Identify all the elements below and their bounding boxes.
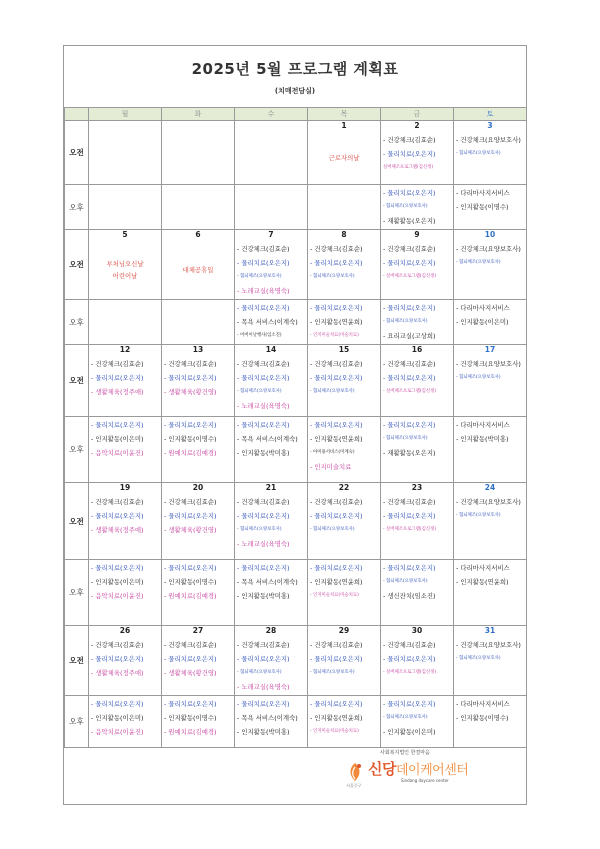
program-item: - 생활체육(정주애) xyxy=(91,669,144,677)
date-row xyxy=(65,345,527,357)
program-item: - 물리치료(오은지) xyxy=(383,421,436,429)
pm-cell-fri xyxy=(381,185,454,230)
am-cell-tue xyxy=(162,494,235,560)
pm-cell-sat xyxy=(454,560,527,626)
date-cell-tue: 6 xyxy=(162,230,235,242)
pm-row xyxy=(65,560,527,626)
program-item: - 목욕 서비스(이계숙) xyxy=(237,714,298,722)
program-item: - 건강체크(김효순) xyxy=(164,498,217,506)
am-cell-wed xyxy=(235,637,308,696)
pm-cell-thu xyxy=(308,417,381,483)
am-cell-thu xyxy=(308,241,381,300)
date-cell-wed: 7 xyxy=(235,230,308,242)
program-item: - 물리치료(오은지) xyxy=(91,564,144,572)
program-item: - 실버체조프로그램(김신정) xyxy=(383,670,437,675)
program-item: - 아미용서비스(미계숙) xyxy=(310,450,355,455)
am-cell-thu xyxy=(308,637,381,696)
date-cell-wed: 28 xyxy=(235,626,308,638)
program-item: - 물리치료(오은지) xyxy=(383,512,436,520)
am-cell-fri xyxy=(381,132,454,185)
day-header-thu: 목 xyxy=(308,108,381,121)
program-item: - 건강체크(김효순) xyxy=(310,360,363,368)
weeks-body xyxy=(65,121,527,811)
program-item: - 물리치료(오은지) xyxy=(91,655,144,663)
pm-cell-fri xyxy=(381,696,454,748)
pm-cell-wed xyxy=(235,417,308,483)
date-cell-sat: 31 xyxy=(454,626,527,638)
holiday-label: 대체공휴일 xyxy=(182,266,214,274)
pm-cell-thu xyxy=(308,696,381,748)
program-item: - 협뇌체조(요양보호사) xyxy=(237,670,282,675)
program-item: - 물리치료(오은지) xyxy=(91,700,144,708)
pm-row xyxy=(65,417,527,483)
pm-cell-mon xyxy=(89,560,162,626)
program-item: - 노래교실(육명숙) xyxy=(237,287,290,295)
pm-label: 오후 xyxy=(65,185,89,230)
am-cell-wed xyxy=(235,356,308,417)
am-cell-tue xyxy=(162,637,235,696)
pm-cell-mon xyxy=(89,696,162,748)
program-item: - 물리치료(오은지) xyxy=(310,564,363,572)
program-item: - 건강체크(김효순) xyxy=(310,498,363,506)
am-cell-tue xyxy=(162,356,235,417)
am-cell-wed xyxy=(235,494,308,560)
program-item: - 다리마사지서비스 xyxy=(456,564,510,572)
program-item: - 협뇌체조(요양보호사) xyxy=(310,670,355,675)
pm-cell-tue xyxy=(162,417,235,483)
program-item: - 물리치료(오은지) xyxy=(383,304,436,312)
program-item: - 노래교실(육명숙) xyxy=(237,540,290,548)
date-cell-fri: 16 xyxy=(381,345,454,357)
pm-cell-fri xyxy=(381,300,454,345)
program-item: - 재활활동(오은지) xyxy=(383,217,436,225)
program-item: - 건강체크(김효순) xyxy=(237,498,290,506)
program-item: - 인지미술치료(미술치료) xyxy=(310,593,359,598)
date-cell-tue: 20 xyxy=(162,483,235,495)
holiday-label: 근로자의날 xyxy=(328,154,360,162)
am-cell-mon xyxy=(89,494,162,560)
date-cell-fri: 2 xyxy=(381,121,454,133)
program-item: - 인지활동(이은미) xyxy=(91,578,144,586)
program-item: - 인지활동(이은미) xyxy=(456,318,509,326)
program-item: - 협뇌체조(요양보호사) xyxy=(456,151,501,156)
center-logo xyxy=(346,749,496,789)
pm-label: 오후 xyxy=(65,696,89,748)
pm-cell-tue xyxy=(162,696,235,748)
am-label: 오전 xyxy=(65,121,89,185)
am-cell-sat xyxy=(454,241,527,300)
date-cell-thu: 29 xyxy=(308,626,381,638)
date-cell-mon: 12 xyxy=(89,345,162,357)
holiday-label: 어린이날 xyxy=(112,272,138,280)
program-item: - 물리치료(오은지) xyxy=(383,700,436,708)
pm-cell-mon xyxy=(89,417,162,483)
logo-name-a: 신당 xyxy=(368,760,396,778)
program-item: - 인지활동(이명수) xyxy=(164,714,217,722)
pm-cell-sat xyxy=(454,417,527,483)
pm-cell-sat xyxy=(454,696,527,748)
am-row xyxy=(65,241,527,300)
program-item: - 물리치료(오은지) xyxy=(91,421,144,429)
program-item: - 요리교실(고상희) xyxy=(383,332,436,340)
am-label: 오전 xyxy=(65,626,89,696)
logo-foundation: 사회복지법인 한결마음 xyxy=(380,750,430,756)
pm-cell-wed xyxy=(235,185,308,230)
program-item: - 물리치료(오은지) xyxy=(310,304,363,312)
program-item: - 목욕 서비스(이계숙) xyxy=(237,578,298,586)
program-item: - 협뇌체조(요양보호사) xyxy=(237,527,282,532)
date-cell-wed: 21 xyxy=(235,483,308,495)
program-item: - 실버체조프로그램(김신정) xyxy=(383,527,437,532)
program-item: - 인지활동(연윤희) xyxy=(310,578,363,586)
program-item: - 생신잔치(임소진) xyxy=(383,592,436,600)
program-item: - 건강체크(요양보호사) xyxy=(456,245,521,253)
program-item: - 물리치료(오은지) xyxy=(164,374,217,382)
program-item: - 협뇌체조(요양보호사) xyxy=(456,375,501,380)
date-cell-sat: 17 xyxy=(454,345,527,357)
program-item: - 물리치료(오은지) xyxy=(237,421,290,429)
program-item: - 건강체크(김효순) xyxy=(383,245,436,253)
date-cell-wed xyxy=(235,121,308,133)
am-cell-fri xyxy=(381,494,454,560)
pm-label: 오후 xyxy=(65,417,89,483)
date-cell-thu: 22 xyxy=(308,483,381,495)
program-item: - 인지활동(박미홍) xyxy=(456,435,509,443)
date-row xyxy=(65,483,527,495)
program-item: 실버체조프로그램(김신정) xyxy=(383,165,434,170)
date-cell-fri: 9 xyxy=(381,230,454,242)
program-item: - 협뇌체조(요양보호사) xyxy=(237,274,282,279)
program-item: - 실버체조프로그램(김신정) xyxy=(383,274,437,279)
date-cell-thu: 8 xyxy=(308,230,381,242)
date-cell-mon: 19 xyxy=(89,483,162,495)
am-cell-tue xyxy=(162,132,235,185)
program-item: - 생활체육(황건영) xyxy=(164,388,217,396)
program-item: - 물리치료(오은지) xyxy=(310,421,363,429)
program-item: - 목욕 서비스(이계숙) xyxy=(237,318,298,326)
pm-cell-tue xyxy=(162,560,235,626)
pm-label: 오후 xyxy=(65,300,89,345)
date-cell-wed: 14 xyxy=(235,345,308,357)
program-item: - 물리치료(오은지) xyxy=(383,189,436,197)
program-item: - 인지활동(연윤희) xyxy=(310,435,363,443)
date-cell-mon xyxy=(89,121,162,133)
day-header-wed: 수 xyxy=(235,108,308,121)
program-item: - 인지미술치료 xyxy=(310,463,352,471)
program-item: - 협뇌체조(요양보호사) xyxy=(383,579,428,584)
program-item: - 물리치료(오은지) xyxy=(164,421,217,429)
am-cell-fri xyxy=(381,241,454,300)
day-header-sat: 토 xyxy=(454,108,527,121)
program-item: - 물리치료(오은지) xyxy=(310,374,363,382)
program-item: - 건강체크(김효순) xyxy=(91,498,144,506)
program-item: - 협뇌체조(요양보호사) xyxy=(456,513,501,518)
program-item: - 목욕 서비스(이계숙) xyxy=(237,435,298,443)
program-item: - 노래교실(육명숙) xyxy=(237,402,290,410)
schedule-sheet xyxy=(63,45,527,805)
am-cell-fri xyxy=(381,356,454,417)
program-item: - 물리치료(오은지) xyxy=(237,655,290,663)
am-cell-fri xyxy=(381,637,454,696)
program-item: - 건강체크(김효순) xyxy=(164,641,217,649)
date-cell-sat: 24 xyxy=(454,483,527,495)
program-item: - 다리마사지서비스 xyxy=(456,700,510,708)
program-item: - 물리치료(오은지) xyxy=(237,512,290,520)
program-item: - 물리치료(오은지) xyxy=(310,655,363,663)
program-item: - 물리치료(오은지) xyxy=(91,512,144,520)
pm-cell-wed xyxy=(235,560,308,626)
program-item: - 협뇌체조(요양보호사) xyxy=(383,319,428,324)
program-item: - 건강체크(요양보호사) xyxy=(456,136,521,144)
program-item: - 물리치료(오은지) xyxy=(237,700,290,708)
am-cell-wed xyxy=(235,241,308,300)
pm-row xyxy=(65,696,527,748)
program-item: - 물리치료(오은지) xyxy=(237,564,290,572)
am-cell-tue xyxy=(162,241,235,300)
program-item: - 건강체크(김효순) xyxy=(383,641,436,649)
am-cell-sat xyxy=(454,132,527,185)
program-item: - 물리치료(오은지) xyxy=(164,564,217,572)
am-cell-sat xyxy=(454,637,527,696)
program-item: - 물리치료(오은지) xyxy=(237,259,290,267)
leaf-logo-icon xyxy=(346,761,364,783)
program-item: - 음악치료(이윤진) xyxy=(91,592,144,600)
program-item: - 생활체육(정주애) xyxy=(91,526,144,534)
program-item: - 재활활동(오은지) xyxy=(383,449,436,457)
am-row xyxy=(65,494,527,560)
date-cell-thu: 1 xyxy=(308,121,381,133)
am-label: 오전 xyxy=(65,345,89,417)
date-cell-thu: 15 xyxy=(308,345,381,357)
pm-cell-wed xyxy=(235,300,308,345)
am-label: 오전 xyxy=(65,230,89,300)
program-item: - 인지활동(이은미) xyxy=(91,714,144,722)
program-item: - 인지활동(박미홍) xyxy=(237,728,290,736)
program-item: - 노래교실(육명숙) xyxy=(237,683,290,691)
program-item: - 인지활동(이명수) xyxy=(164,578,217,586)
date-cell-fri: 30 xyxy=(381,626,454,638)
program-item: - 협뇌체조(요양보호사) xyxy=(456,260,501,265)
program-item: - 다리마사지서비스 xyxy=(456,189,510,197)
pm-cell-mon xyxy=(89,300,162,345)
program-item: - 물리치료(오은지) xyxy=(383,374,436,382)
pm-cell-thu xyxy=(308,300,381,345)
program-item: - 건강체크(요양보호사) xyxy=(456,360,521,368)
program-item: - 생활체육(황건영) xyxy=(164,669,217,677)
program-item: - 생활체육(정주애) xyxy=(91,388,144,396)
program-item: - 건강체크(김효순) xyxy=(383,360,436,368)
am-cell-mon xyxy=(89,132,162,185)
program-item: - 건강체크(김효순) xyxy=(91,641,144,649)
program-item: - 건강체크(김효순) xyxy=(310,641,363,649)
header-corner xyxy=(65,108,89,121)
date-row xyxy=(65,230,527,242)
pm-cell-fri xyxy=(381,417,454,483)
am-cell-thu xyxy=(308,494,381,560)
program-item: - 인지미술치료(미술치료) xyxy=(310,333,359,338)
program-item: - 물리치료(오은지) xyxy=(383,564,436,572)
program-item: - 물리치료(오은지) xyxy=(383,150,436,158)
page-subtitle: (치매전담실) xyxy=(274,87,316,95)
holiday-label: 부처님오신날 xyxy=(106,260,144,268)
pm-cell-thu xyxy=(308,185,381,230)
program-item: - 협뇌체조(요양보호사) xyxy=(310,527,355,532)
logo-name-b: 데이케어센터 xyxy=(395,763,469,778)
am-row xyxy=(65,356,527,417)
date-cell-mon: 5 xyxy=(89,230,162,242)
weekday-header-row xyxy=(65,108,527,121)
date-cell-tue: 27 xyxy=(162,626,235,638)
pm-row xyxy=(65,185,527,230)
schedule-table xyxy=(64,107,527,810)
pm-cell-sat xyxy=(454,185,527,230)
program-item: - 인지활동(이명수) xyxy=(456,203,509,211)
date-cell-tue: 13 xyxy=(162,345,235,357)
program-item: - 건강체크(김효순) xyxy=(237,360,290,368)
am-row xyxy=(65,637,527,696)
program-item: - 건강체크(김효순) xyxy=(383,498,436,506)
program-item: - 인지활동(연윤희) xyxy=(310,714,363,722)
program-item: - 물리치료(오은지) xyxy=(91,374,144,382)
program-item: - 실버체조프로그램(김신정) xyxy=(383,389,437,394)
program-item: - 인지미술치료(미술치료) xyxy=(310,729,359,734)
program-item: - 물리치료(오은지) xyxy=(310,259,363,267)
program-item: - 물리치료(오은지) xyxy=(164,700,217,708)
program-item: - 물리치료(오은지) xyxy=(164,655,217,663)
pm-cell-sat xyxy=(454,300,527,345)
am-row xyxy=(65,132,527,185)
program-item: - 물리치료(오은지) xyxy=(310,700,363,708)
program-item: - 인지활동(이은미) xyxy=(91,435,144,443)
program-item: - 원예치료(김예경) xyxy=(164,449,217,457)
pm-cell-wed xyxy=(235,696,308,748)
am-cell-sat xyxy=(454,494,527,560)
program-item: - 인지활동(연윤희) xyxy=(456,578,509,586)
day-header-tue: 화 xyxy=(162,108,235,121)
date-row xyxy=(65,121,527,133)
am-cell-mon xyxy=(89,356,162,417)
program-item: - 다리마사지서비스 xyxy=(456,304,510,312)
date-cell-fri: 23 xyxy=(381,483,454,495)
pm-cell-thu xyxy=(308,560,381,626)
am-cell-thu xyxy=(308,132,381,185)
program-item: - 건강체크(김효순) xyxy=(383,136,436,144)
date-cell-mon: 26 xyxy=(89,626,162,638)
date-cell-sat: 3 xyxy=(454,121,527,133)
program-item: - 물리치료(오은지) xyxy=(383,655,436,663)
program-item: - 물리치료(오은지) xyxy=(237,304,290,312)
page-title: 2025년 5월 프로그램 계획표 xyxy=(191,60,399,78)
program-item: - 인지활동(이명수) xyxy=(456,714,509,722)
program-item: - 인지활동(박미홍) xyxy=(237,592,290,600)
program-item: - 물리치료(오은지) xyxy=(383,259,436,267)
program-item: - 협뇌체조(요양보호사) xyxy=(383,204,428,209)
logo-english: Sindang daycare center xyxy=(401,778,449,783)
program-item: - 협뇌체조(요양보호사) xyxy=(310,389,355,394)
day-header-mon: 월 xyxy=(89,108,162,121)
program-item: - 협뇌체조(요양보호사) xyxy=(237,389,282,394)
program-item: - 협뇌체조(요양보호사) xyxy=(383,715,428,720)
am-cell-mon xyxy=(89,637,162,696)
program-item: - 건강체크(김효순) xyxy=(91,360,144,368)
date-cell-sat: 10 xyxy=(454,230,527,242)
program-item: - 건강체크(김효순) xyxy=(237,641,290,649)
am-cell-sat xyxy=(454,356,527,417)
program-item: - 건강체크(김효순) xyxy=(164,360,217,368)
day-header-fri: 금 xyxy=(381,108,454,121)
program-item: - 물리치료(오은지) xyxy=(237,374,290,382)
program-item: - 음악치료(이윤진) xyxy=(91,449,144,457)
am-cell-mon xyxy=(89,241,162,300)
program-item: - 인지활동(박미홍) xyxy=(237,449,290,457)
program-item: - 물리치료(오은지) xyxy=(310,512,363,520)
program-item: - 인지활동(이명수) xyxy=(164,435,217,443)
date-cell-tue xyxy=(162,121,235,133)
program-item: - 음악치료(이윤진) xyxy=(91,728,144,736)
program-item: - 다리마사지서비스 xyxy=(456,421,510,429)
program-item: - 건강체크(요양보호사) xyxy=(456,498,521,506)
program-item: - 인지활동(연윤희) xyxy=(310,318,363,326)
program-item: - 원예치료(김예경) xyxy=(164,592,217,600)
date-row xyxy=(65,626,527,638)
program-item: - 건강체크(김효순) xyxy=(237,245,290,253)
am-label: 오전 xyxy=(65,483,89,560)
program-item: - 생활체육(황건영) xyxy=(164,526,217,534)
pm-cell-tue xyxy=(162,300,235,345)
program-item: - 건강체크(김효순) xyxy=(310,245,363,253)
program-item: - 원예치료(김예경) xyxy=(164,728,217,736)
pm-label: 오후 xyxy=(65,560,89,626)
logo-name xyxy=(368,758,468,779)
program-item: - 협뇌체조(요양보호사) xyxy=(310,274,355,279)
pm-cell-fri xyxy=(381,560,454,626)
pm-cell-tue xyxy=(162,185,235,230)
am-cell-thu xyxy=(308,356,381,417)
am-cell-wed xyxy=(235,132,308,185)
program-item: - 협뇌체조(요양보호사) xyxy=(456,656,501,661)
program-item: - 협뇌체조(요양보호사) xyxy=(383,436,428,441)
program-item: - 어버이날행사(임소진) xyxy=(237,333,282,338)
pm-row xyxy=(65,300,527,345)
logo-region: 서울중구 xyxy=(346,783,362,788)
pm-cell-mon xyxy=(89,185,162,230)
program-item: - 건강체크(요양보호사) xyxy=(456,641,521,649)
program-item: - 물리치료(오은지) xyxy=(164,512,217,520)
program-item: - 인지활동(이은미) xyxy=(383,728,436,736)
